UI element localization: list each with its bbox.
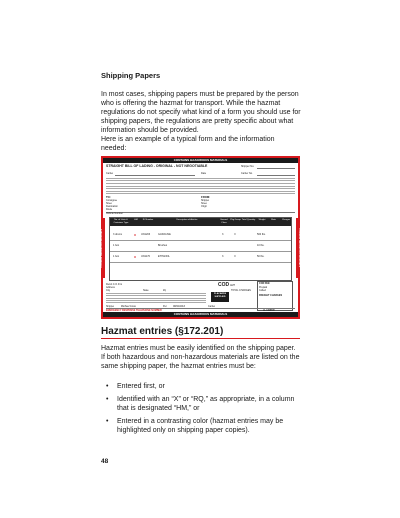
col-rate: Rate [271, 219, 276, 221]
row-units: 3 drums [113, 233, 123, 236]
placards-supplied-badge: PLACARDS SUPPLIED [211, 292, 229, 302]
bill-of-lading-figure [101, 152, 300, 319]
hazmat-paragraph: Hazmat entries must be easily identified on the shipping paper. If both hazardous and non-hazardous materials are listed on the same shipping paper, the hazmat entries must be: [101, 345, 300, 370]
origin-label: Origin [201, 205, 208, 208]
route-label: Route [106, 208, 113, 211]
top-banner: CONTAINS HAZARDOUS MATERIALS [103, 158, 298, 163]
remit-label: Remit C.O.D to [106, 283, 123, 286]
shipper-no-label: Shipper No. [241, 165, 255, 168]
heading-rule [101, 338, 300, 339]
total-charges-label: TOTAL CHARGES [231, 289, 251, 292]
row-hm: X [134, 232, 137, 237]
side-label-right: CONTAINS HAZARDOUS MATERIALS [296, 218, 300, 278]
row-id: UN1203 [141, 233, 151, 236]
col-class: Hazard Class [220, 219, 228, 224]
table-row [110, 252, 291, 263]
route-line [106, 212, 295, 213]
bullet-icon: • [106, 396, 109, 403]
form-frame [101, 156, 300, 319]
col-description: Description of Articles [176, 219, 198, 221]
row-qty: 10 lbs. [257, 244, 265, 247]
list-item [101, 417, 301, 435]
to-label: TO: [106, 195, 111, 199]
shipper-label: Shipper [201, 199, 210, 202]
shipper-signature: Michael Jones [121, 305, 137, 308]
list-item [101, 382, 301, 391]
vehicle-label: Vehicle Number [106, 212, 123, 215]
table-row [110, 230, 291, 241]
carrier-line [115, 175, 195, 176]
cod-label: COD [218, 282, 230, 288]
list-item-text: Identified with an “X” or “RQ,” as appropriate, in a column that is designated “HM,” or [117, 396, 295, 412]
from-label: FROM: [201, 195, 211, 199]
row-group: II [234, 233, 236, 236]
carrier-label: Carrier [106, 172, 114, 175]
row-units: 1 box [113, 255, 120, 258]
carrier-no-label: Carrier No. [241, 172, 253, 175]
street-label: Street [106, 202, 113, 205]
col-qty: Total Quantity [241, 219, 256, 221]
col-weight: Weight [258, 219, 266, 221]
row-class: 3 [222, 255, 224, 258]
row-description: GASOLINE [158, 233, 171, 236]
form-code: A-10360 [263, 309, 275, 312]
destination-label: Destination [106, 205, 118, 208]
shipper-sig-label: Shipper [106, 305, 115, 308]
freight-charges-label: FREIGHT CHARGES [259, 294, 283, 297]
intro-paragraph: In most cases, shipping papers must be prepared by the person who is offering the hazmat for transport. While the hazmat regulations do not specify what kind of a form you should use for shipping papers, the regulations are pretty specific about what information should be provided. [101, 91, 301, 134]
form-title: STRAIGHT BILL OF LADING - ORIGINAL - NOT NEGOTIABLE [106, 164, 208, 168]
col-id: ID Number [142, 219, 154, 221]
cod-fee-label: COD FEE: [259, 282, 271, 285]
example-paragraph: Here is an example of a typical form and the information needed: [101, 136, 275, 152]
row-hm: X [134, 254, 137, 259]
col-units: No. of Units & Container Type [113, 219, 129, 224]
consignee-label: Consignee [106, 199, 118, 202]
zip-label: Zip [163, 289, 167, 292]
hazmat-bullet-list [101, 382, 301, 439]
city-label: City [106, 289, 111, 292]
side-label-left: CONTAINS HAZARDOUS MATERIALS [101, 218, 105, 278]
date-label: Date [201, 172, 207, 175]
address-label: Address [106, 286, 115, 289]
terms-fine-print [106, 177, 295, 184]
state-label: State [143, 289, 149, 292]
row-id: UN1170 [141, 255, 150, 258]
list-item-text: Entered first, or [117, 383, 165, 390]
street-label-2: Street [201, 202, 208, 205]
col-group: Pkg Group [230, 219, 241, 221]
page-number: 48 [101, 458, 109, 465]
carrier-sig-label: Carrier [208, 305, 216, 308]
prepaid-label: Prepaid [259, 286, 268, 289]
emergency-label: EMERGENCY RESPONSE TELEPHONE NUMBER [106, 309, 162, 312]
section-title: Shipping Papers [101, 71, 161, 80]
shipment-table [109, 217, 292, 281]
bullet-icon: • [106, 383, 109, 390]
table-header [110, 218, 291, 226]
hazmat-heading: Hazmat entries (§172.201) [101, 326, 224, 337]
row-class: 3 [222, 233, 224, 236]
carrier-no-line [257, 175, 295, 176]
terms-fine-print-2 [106, 185, 295, 194]
list-item [101, 395, 301, 413]
row-description: ETHANOL [158, 255, 170, 258]
shipper-no-line [257, 168, 295, 169]
col-hm: HM [134, 219, 138, 221]
row-group: II [234, 255, 236, 258]
row-units: 1 box [113, 244, 120, 247]
bottom-banner: CONTAINS HAZARDOUS MATERIALS [103, 312, 298, 317]
amt-label: AMT [230, 284, 236, 287]
list-item-text: Entered in a contrasting color (hazmat entries may be highlighted only on shipping paper copies). [117, 418, 284, 434]
bullet-icon: • [106, 418, 109, 425]
col-charges: Charges [281, 219, 291, 221]
row-qty: 500 lbs. [257, 233, 266, 236]
collect-label: Collect [259, 289, 267, 292]
certification-fine-print [106, 292, 206, 304]
table-row [110, 241, 291, 252]
date-value: 08/02/2013 [173, 305, 185, 308]
row-description: Brushes [158, 244, 168, 247]
per-label: Per [163, 305, 167, 308]
row-qty: 50 lbs. [257, 255, 265, 258]
